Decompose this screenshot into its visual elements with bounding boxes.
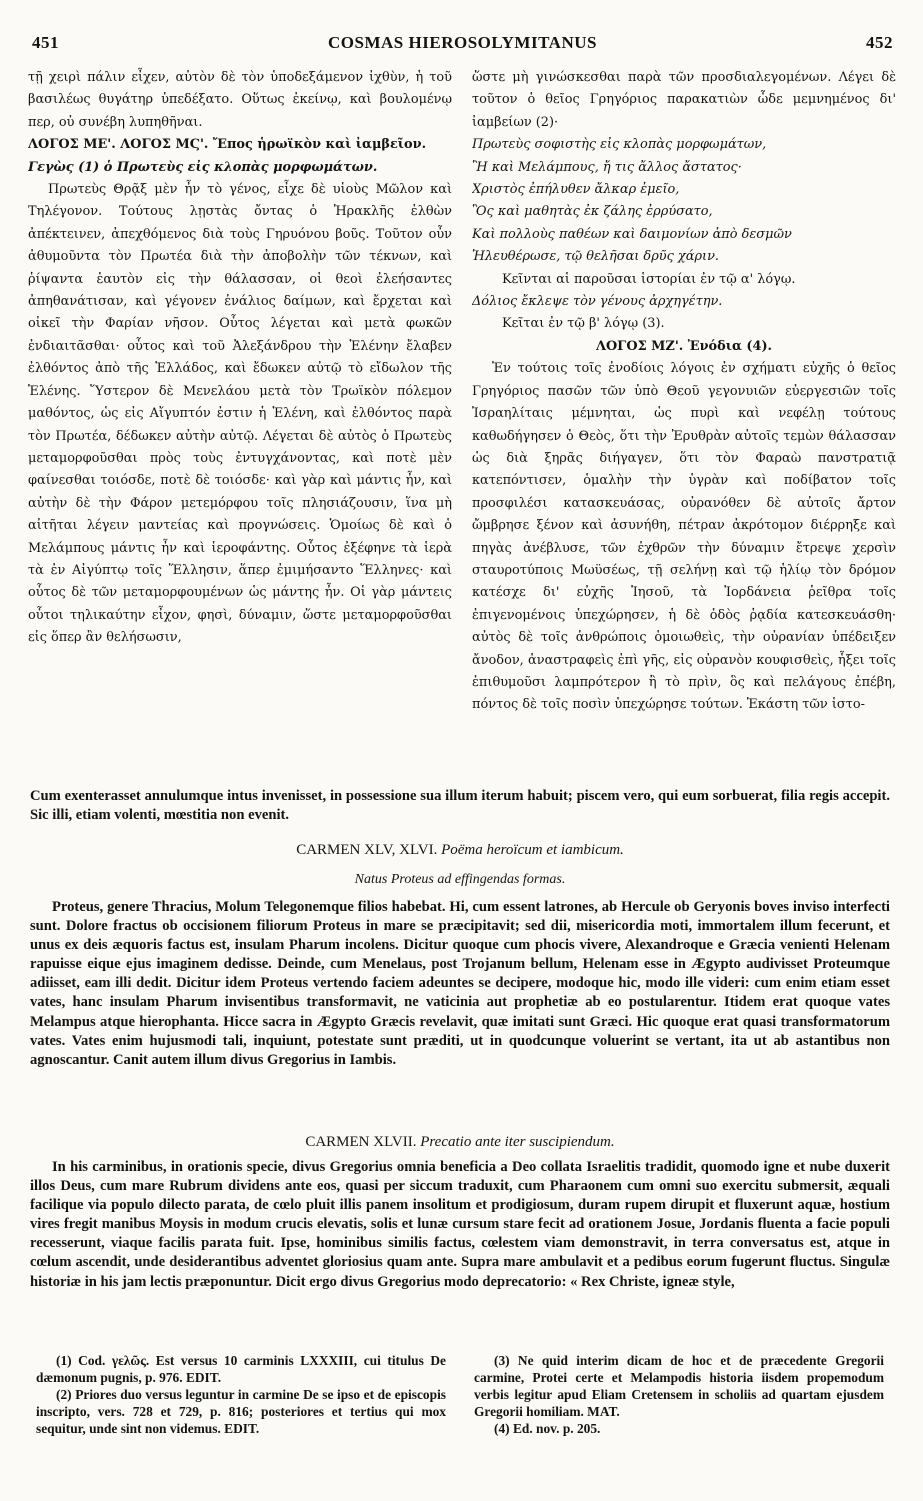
- page-number-right: 452: [866, 33, 893, 52]
- carmen-heading: [30, 1134, 890, 1151]
- verse-line: Πρωτεὺς σοφιστὴς εἰς κλοπὰς μορφωμάτων,: [472, 137, 767, 153]
- running-title: COSMAS HIEROSOLYMITANUS: [328, 33, 597, 52]
- latin-paragraph: [30, 1158, 890, 1292]
- section-heading: ΛΟΓΟΣ ΜΖ'. Ἐνόδια (4).: [595, 338, 773, 354]
- source-note: Κεῖνται αἱ παροῦσαι ἱστορίαι ἐν τῷ α' λόγῳ.: [502, 271, 796, 287]
- footnote: (2) Priores duo versus leguntur in carmine De se ipso et de episcopis inscripto, vers. 728 et 729, p. 816; posteriores et tertius qui mox sequitur, unde sint non videmus. EDIT.: [36, 1387, 446, 1436]
- carmen-subtitle: Poëma heroïcum et iambicum.: [441, 842, 624, 858]
- latin-paragraph: [30, 787, 890, 825]
- page-number-left: 451: [32, 33, 59, 52]
- footnotes-right: [474, 1352, 884, 1437]
- footnote: (1) Cod. γελῶς. Est versus 10 carminis LXXXIII, cui titulus De dæmonum pugnis, p. 976. EDIT.: [36, 1353, 446, 1385]
- latin-paragraph: [30, 898, 890, 1070]
- latin-text: In his carminibus, in orationis specie, divus Gregorius omnia beneficia a Deo collata Israelitis tradidit, quomodo igne et nube duxerit illos Deus, cum mare Rubrum dividens ante eos, quasi per siccum traduxit, cum Pharaonem cum omni suo exercitu submersit, æquali facilique via populo dilecto parata, de cœlo pluit illis panem insolitum et prodigiosum, duram rupem dirupit et fluxerunt aquæ, hostium vires fregit manibus Moysis in modum crucis elevatis, solis et lunæ cursum stare fecit ad orationem Josue, Jordanis fluenta a facie populi recesserunt, viaque facilis parata fuit. Ipse, hominibus similis factus, cœlestem viam demonstravit, in terra conversatus est, atque in cœlum ascendit, unde desiderantibus adventet gloriosius quam ante. Supra mare ambulavit et a pedibus eorum fugerunt fluctus. Singulæ historiæ in his jam lectis præponuntur. Dicit ergo divus Gregorius modo deprecatorio: « Rex Christe, igneæ style,: [30, 1159, 890, 1290]
- latin-text: Proteus, genere Thracius, Molum Telegonemque filios habebat. Hi, cum essent latrones, ab Hercule ob Geryonis boves inviso interfecti sunt. Dolore fractus ob occisionem filiorum Proteus in mare se præcipitavit; sed dii, misericordia moti, immortalem illum fecerunt, et unus ex deis æquoris factus est, insulam Pharum incolens. Dicitur quoque cum phocis vivere, Alexandroque e Græcia venienti Helenam rapuisse eique ejus imaginem dedisse. Deinde, cum Menelaus, post Trojanum bellum, Helenam esse in Ægypto audivisset Proteumque adiisset, eam illi dedit. Dicitur idem Proteus vertendo faciem adeuntes se decipere, modoque hic, modo ille videri: cum enim etiam esset vates, hanc insulam Pharum invisentibus transformavit, ne vaticinia aut prophetiæ ab eo postularentur. Itidem erat quoque vates Melampus atque hierophanta. Hicce sacra in Ægypto Græcis revelavit, quæ imitati sunt Græci. Hic quoque erat quasi transformatorum vates. Vates enim hujusmodi tali, inquiunt, potestate sunt præditi, ut in quodcunque voluerint se vertant, ita ut ab astantibus non agnoscantur. Canit autem illum divus Gregorius in Iambis.: [30, 899, 890, 1068]
- source-note: Κεῖται ἐν τῷ β' λόγῳ (3).: [502, 316, 665, 332]
- carmen-subheading: Natus Proteus ad effingendas formas.: [354, 872, 566, 887]
- verse-line: Χριστὸς ἐπήλυθεν ἄλκαρ ἐμεῖο,: [472, 182, 680, 198]
- carmen-heading: [30, 842, 890, 859]
- footnote: (3) Ne quid interim dicam de hoc et de præcedente Gregorii carmine, Protei certe et Melampodis historia iisdem propemodum verbis legitur apud Eliam Cretensem in scholiis ad quartam ejusdem Gregorii homiliam. MAT.: [474, 1353, 884, 1419]
- footnote: (4) Ed. nov. p. 205.: [494, 1421, 601, 1436]
- section-heading: ΛΟΓΟΣ ΜΕ'. ΛΟΓΟΣ ΜϚ'. Ἔπος ἡρωϊκὸν καὶ ἰαμβεῖον.: [28, 137, 427, 153]
- greek-paragraph: Ἐν τούτοις τοῖς ἐνοδίοις λόγοις ἐν σχήματι εὐχῆς ὁ θεῖος Γρηγόριος πασῶν τῶν ὑπὸ Θεοῦ γεγονυιῶν εὐεργεσιῶν τοῖς Ἰσραηλίταις μέμνηται, ὡς πυρὶ καὶ νεφέλῃ τούτους καθωδήγησεν ὁ Θεὸς, ὅτι τὴν Ἐρυθρὰν αὐτοῖς τεμὼν θάλασσαν ὡς διὰ ξηρᾶς διήγαγεν, ὅτι τὸν Φαραὼ πανστρατιᾷ κατεπόντισεν, ὁμαλὴν τὴν ὑγρὰν καὶ ποδίβατον τοῖς προσφιλέσι κατασκευάσας, οὐρανόθεν δὲ αὐτοῖς ἄρτον ὤμβρησε ξένον καὶ ἀσυνήθη, πέτραν ἀκρότομον διέρρηξε καὶ πηγὰς ἀνέβλυσε, τῶν ἐχθρῶν τὴν δύναμιν ἔτρεψε χερσὶν σταυροτύποις Μωϋσέως, τῇ σελήνῃ καὶ τῷ ἡλίῳ τὸν δρόμον κατέσχε δι' εὐχῆς Ἰησοῦ, τὰ Ἰορδάνεια ῥεῖθρα τοῖς ἐπιγενομένοις ὑπεχώρησεν, ἡ δὲ ὁδὸς ῥᾳδία κατεσκευάσθη· αὐτὸς δὲ τοῖς ἀνθρώποις ὁμοιωθεὶς, τὴν οὐρανίαν ὑπέδειξεν ἄνοδον, ἀναστραφεὶς ἐπὶ γῆς, εἰς οὐρανὸν κουφισθεὶς, ἧξει τοῖς ἐπιθυμοῦσι λαμπρότερον ἢ τὸ πρὶν, ὃς καὶ πελάγους ἐπέβη, πόντος δὲ τοῖς ποσὶν ὑπεχώρησε τούτων. Ἑκάστη τῶν ἱστο-: [472, 361, 896, 713]
- footnotes-left: [36, 1352, 446, 1437]
- running-head: [32, 33, 893, 59]
- verse-line: Ἠλευθέρωσε, τῷ θελῆσαι δρῦς χάριν.: [472, 249, 720, 265]
- verse-line: Ἢ καὶ Μελάμπους, ἤ τις ἄλλος ἄστατος·: [472, 159, 742, 175]
- greek-column-left: [28, 67, 452, 767]
- carmen-title: CARMEN XLVII.: [305, 1134, 417, 1150]
- latin-text: Cum exenterasset annulumque intus invenisset, in possessione sua illum iterum habuit; piscem vero, qui eum sorbuerat, filia regis accepit. Sic illi, etiam volenti, mœstitia non evenit.: [30, 788, 890, 824]
- carmen-title: CARMEN XLV, XLVI.: [296, 842, 438, 858]
- carmen-subtitle: Precatio ante iter suscipiendum.: [420, 1134, 615, 1150]
- greek-paragraph: ὥστε μὴ γινώσκεσθαι παρὰ τῶν προσδιαλεγομένων. Λέγει δὲ τοῦτον ὁ θεῖος Γρηγόριος παρακατιὼν ὧδε μεμνημένος δι' ἰαμβείων (2)·: [472, 70, 896, 130]
- section-subheading: Γεγὼς (1) ὁ Πρωτεὺς εἰς κλοπὰς μορφωμάτων.: [28, 159, 378, 175]
- verse-line: Ὃς καὶ μαθητὰς ἐκ ζάλης ἐρρύσατο,: [472, 204, 713, 220]
- verse-line: Καὶ πολλοὺς παθέων καὶ δαιμονίων ἀπὸ δεσμῶν: [472, 226, 792, 242]
- greek-column-right: [472, 67, 896, 767]
- greek-paragraph: Πρωτεὺς Θρᾷξ μὲν ἦν τὸ γένος, εἶχε δὲ υἱοὺς Μῶλον καὶ Τηλέγονον. Τούτους λῃστὰς ὄντας ὁ Ἡρακλῆς ἐλθὼν ἀπέκτεινεν, ἀπεχθόμενος διὰ τοὺς Γηρυόνου βοῦς. Τοῦτον οὖν ἀθυμοῦντα τὸν Πρωτέα διὰ τὴν ἀποβολὴν τῶν τέκνων, καὶ ῥίψαντα ἑαυτὸν εἰς τὴν θάλασσαν, οἱ θεοὶ ἐλεήσαντες ἀπηθανάτισαν, καὶ γέγονεν ἐνάλιος δαίμων, καὶ ἔρχεται καὶ οἰκεῖ τὴν Φαρίαν νῆσον. Οὗτος λέγεται καὶ μετὰ φωκῶν ἐνδιαιτᾶσθαι· οὗτος καὶ τοῦ Ἀλεξάνδρου τὴν Ἑλένην ἔλαβεν ἐλθόντος ἀπὸ τῆς Ἑλλάδος, καὶ ἔδωκεν αὐτῷ τὸ εἴδωλον τῆς Ἑλένης. Ὕστερον δὲ Μενελάου μετὰ τὸν Τρωϊκὸν πόλεμον μαθόντος, ὡς εἰς Αἴγυπτόν ἐστιν ἡ Ἑλένη, καὶ ἐλθόντος παρὰ τὸν Πρωτέα, δέδωκεν αὐτὴν αὐτῷ. Λέγεται δὲ αὐτὸς ὁ Πρωτεὺς μεταμορφοῦσθαι πρὸς τοὺς ἐντυγχάνοντας, καὶ ποτὲ μὲν φαίνεσθαι τοιόσδε, ποτὲ δὲ τοιόσδε· καὶ γὰρ καὶ μάντις ἦν, καὶ αὐτὴν δὲ τὴν Φάρον μετεμόρφου τοῖς πλησιάζουσιν, ἵνα μὴ αἰτῆται λέγειν μαντείας καὶ προγνώσεις. Ὁμοίως δὲ καὶ ὁ Μελάμπους μάντις ἦν καὶ ἱεροφάντης. Οὗτος ἐξέφηνε τὰ ἱερὰ τὰ ἐν Αἰγύπτῳ τοῖς Ἕλλησιν, ἅπερ ἐμιμήσαντο Ἕλληνες· καὶ οὗτος δὲ τῶν μεταμορφουμένων ὡς μάντης ἦν. Οἱ γὰρ μάντεις οὗτοι τηλικαύτην εἶχον, φησὶ, δύναμιν, ὥστε μεταμορφοῦσθαι εἰς ὅπερ ἂν θελήσωσιν,: [28, 182, 452, 646]
- verse-line: Δόλιος ἔκλεψε τὸν γένους ἀρχηγέτην.: [472, 294, 723, 310]
- greek-paragraph: τῇ χειρὶ πάλιν εἶχεν, αὐτὸν δὲ τὸν ὑποδεξάμενον ἰχθὺν, ἡ τοῦ βασιλέως θυγάτηρ ὑπεδέξατο. Οὕτως ἐκείνῳ, καὶ βουλομένῳ περ, οὐ συνέβη λυπηθῆναι.: [28, 70, 452, 130]
